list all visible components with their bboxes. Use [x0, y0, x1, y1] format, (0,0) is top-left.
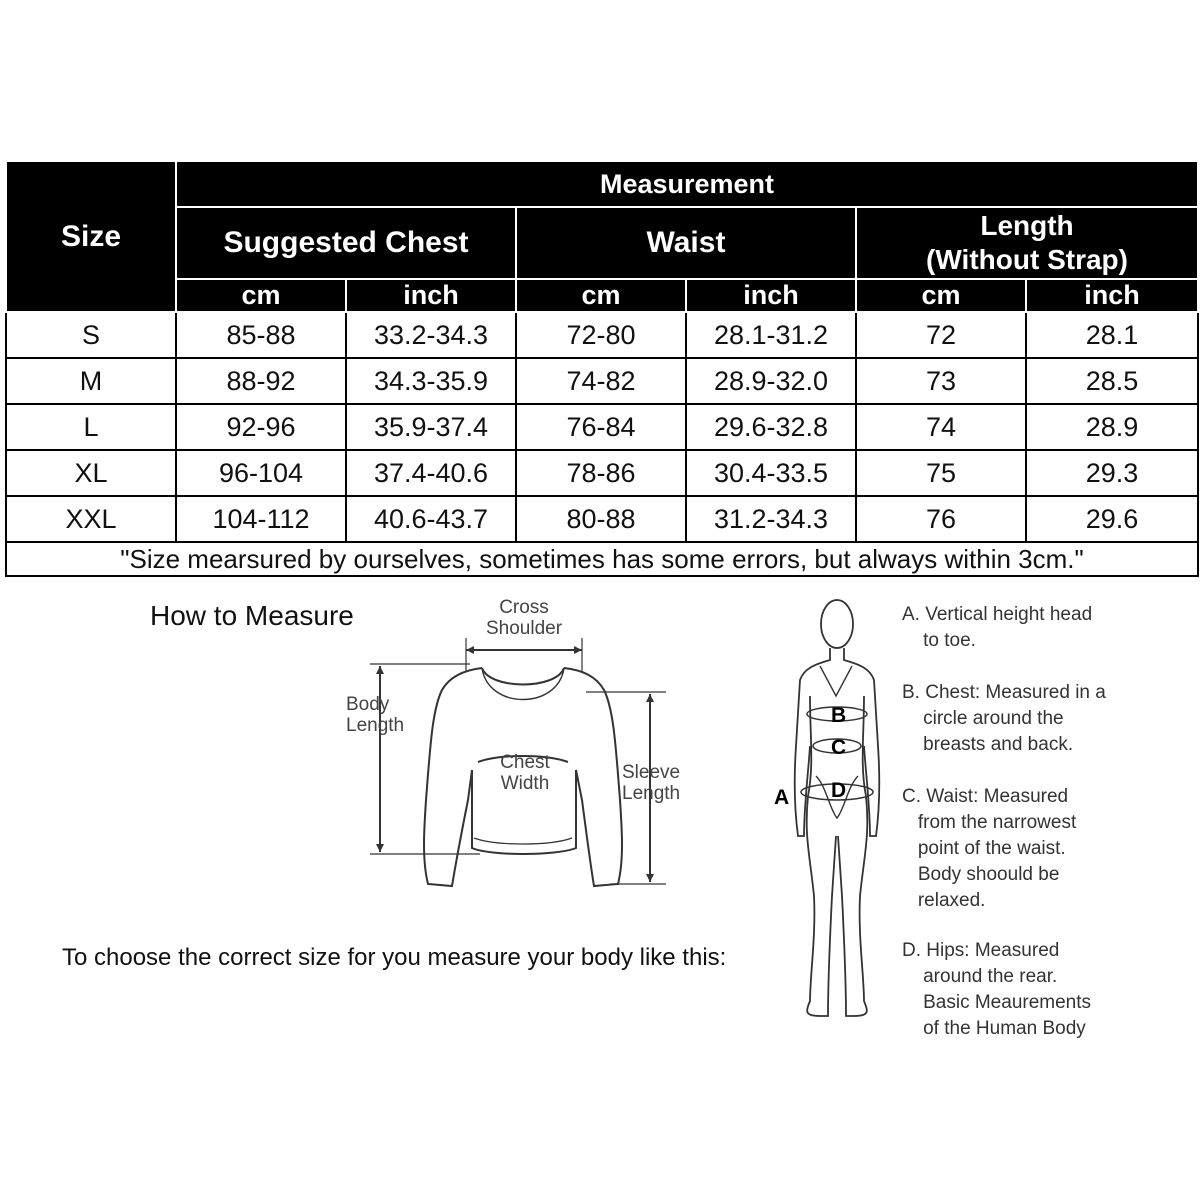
size-cell: S — [6, 312, 176, 358]
unit-header: inch — [686, 279, 856, 312]
body-length-label: Body Length — [346, 694, 405, 736]
length-inch-cell: 28.5 — [1026, 358, 1198, 404]
chest-inch-cell: 33.2-34.3 — [346, 312, 516, 358]
length-cm-cell: 73 — [856, 358, 1026, 404]
size-note: "Size mearsured by ourselves, sometimes has some errors, but always within 3cm." — [6, 542, 1198, 576]
waist-inch-cell: 30.4-33.5 — [686, 450, 856, 496]
chest-header: Suggested Chest — [176, 207, 516, 279]
table-row — [6, 358, 1198, 404]
legend-item-b: B. Chest: Measured in a circle around the breasts and back. — [902, 682, 1106, 755]
chest-cm-cell: 88-92 — [176, 358, 346, 404]
waist-cm-cell: 78-86 — [516, 450, 686, 496]
unit-header: inch — [346, 279, 516, 312]
table-row — [6, 312, 1198, 358]
length-cm-cell: 74 — [856, 404, 1026, 450]
waist-inch-cell: 29.6-32.8 — [686, 404, 856, 450]
how-to-measure-title: How to Measure — [150, 600, 354, 631]
body-figure — [780, 596, 890, 1026]
waist-header: Waist — [516, 207, 856, 279]
size-cell: XL — [6, 450, 176, 496]
chest-cm-cell: 96-104 — [176, 450, 346, 496]
chest-cm-cell: 104-112 — [176, 496, 346, 542]
chest-inch-cell: 34.3-35.9 — [346, 358, 516, 404]
size-cell: XXL — [6, 496, 176, 542]
unit-header: inch — [1026, 279, 1198, 312]
legend-item-d: D. Hips: Measured around the rear. Basic Meaurements of the Human Body — [902, 940, 1092, 1039]
body-letter-c: C — [831, 736, 847, 759]
waist-inch-cell: 28.9-32.0 — [686, 358, 856, 404]
legend-item-c: C. Waist: Measured from the narrowest point of the waist. Body shoould be relaxed. — [902, 786, 1077, 911]
length-inch-cell: 29.6 — [1026, 496, 1198, 542]
waist-cm-cell: 72-80 — [516, 312, 686, 358]
waist-cm-cell: 76-84 — [516, 404, 686, 450]
waist-cm-cell: 80-88 — [516, 496, 686, 542]
chest-inch-cell: 37.4-40.6 — [346, 450, 516, 496]
cross-shoulder-label: Cross Shoulder — [485, 597, 563, 639]
length-header-line2: (Without Strap) — [926, 244, 1128, 275]
size-cell: L — [6, 404, 176, 450]
length-inch-cell: 28.9 — [1026, 404, 1198, 450]
waist-inch-cell: 31.2-34.3 — [686, 496, 856, 542]
waist-cm-cell: 74-82 — [516, 358, 686, 404]
size-chart-table — [5, 160, 1199, 577]
length-cm-cell: 75 — [856, 450, 1026, 496]
unit-header: cm — [856, 279, 1026, 312]
waist-inch-cell: 28.1-31.2 — [686, 312, 856, 358]
length-cm-cell: 72 — [856, 312, 1026, 358]
chest-inch-cell: 35.9-37.4 — [346, 404, 516, 450]
chest-inch-cell: 40.6-43.7 — [346, 496, 516, 542]
length-inch-cell: 28.1 — [1026, 312, 1198, 358]
length-inch-cell: 29.3 — [1026, 450, 1198, 496]
garment-diagram — [360, 600, 700, 900]
length-header — [856, 207, 1198, 279]
legend-item-a: A. Vertical height head to toe. — [902, 604, 1093, 651]
unit-header: cm — [516, 279, 686, 312]
table-row — [6, 450, 1198, 496]
chest-width-label: Chest Width — [500, 752, 550, 794]
body-letter-d: D — [831, 779, 847, 802]
chest-cm-cell: 85-88 — [176, 312, 346, 358]
table-row — [6, 496, 1198, 542]
length-header-line1: Length — [980, 210, 1074, 241]
instruction-text: To choose the correct size for you measure your body like this: — [62, 944, 727, 971]
size-cell: M — [6, 358, 176, 404]
unit-header: cm — [176, 279, 346, 312]
measurement-header: Measurement — [176, 161, 1198, 207]
chest-cm-cell: 92-96 — [176, 404, 346, 450]
length-cm-cell: 76 — [856, 496, 1026, 542]
body-letter-a: A — [774, 786, 790, 809]
body-letter-b: B — [831, 704, 847, 727]
table-row — [6, 404, 1198, 450]
sleeve-length-label: Sleeve Length — [622, 762, 681, 804]
size-header: Size — [6, 161, 176, 312]
